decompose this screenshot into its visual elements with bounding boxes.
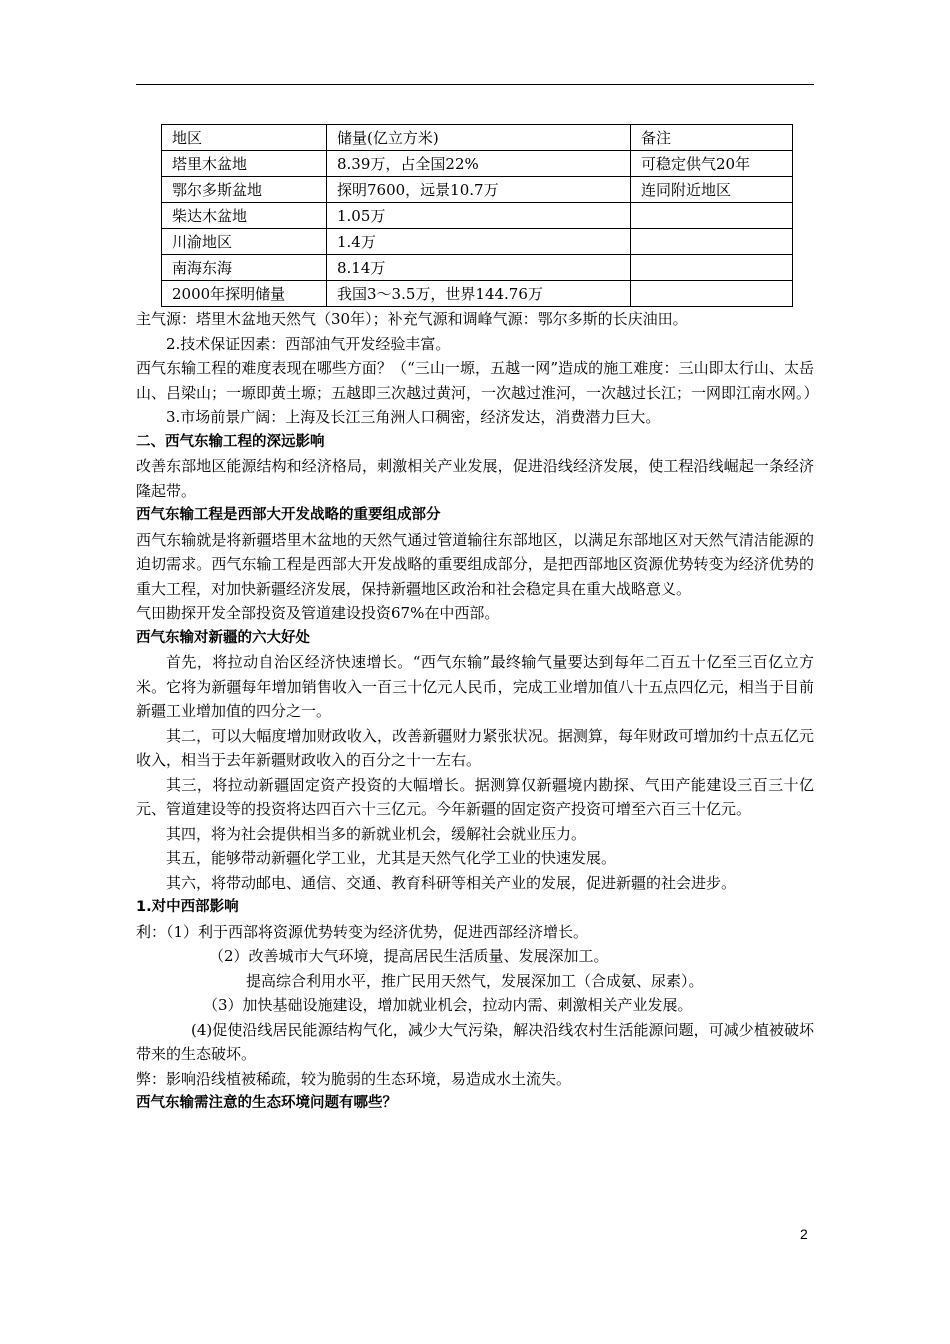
- table-row: [162, 203, 793, 229]
- table-header-cell: 储量(亿立方米): [327, 125, 631, 151]
- table-cell: 我国3～3.5万，世界144.76万: [327, 281, 631, 307]
- section-heading: 西气东输对新疆的六大好处: [136, 629, 310, 646]
- table-cell: 探明7600，远景10.7万: [327, 177, 631, 203]
- table-cell: 连同附近地区: [631, 177, 793, 203]
- table-header-cell: 备注: [631, 125, 793, 151]
- paragraph: 其四，将为社会提供相当多的新就业机会，缓解社会就业压力。: [166, 824, 587, 843]
- table-row: [162, 255, 793, 281]
- paragraph: 其五，能够带动新疆化学工业，尤其是天然气化学工业的快速发展。: [166, 849, 617, 867]
- section-heading: 1.对中西部影响: [136, 899, 239, 915]
- paragraph: 其六，将带动邮电、通信、交通、教育科研等相关产业的发展，促进新疆的社会进步。: [166, 873, 737, 892]
- table-row: [162, 177, 793, 203]
- paragraph: 改善东部地区能源结构和经济格局，刺激相关产业发展，促进沿线经济发展，使工程沿线崛起一条经济隆起带。: [136, 457, 814, 500]
- section-heading: 二、西气东输工程的深远影响: [136, 433, 325, 450]
- table-cell: 1.4万: [327, 229, 631, 255]
- section-heading: 西气东输工程是西部大开发战略的重要组成部分: [136, 507, 441, 523]
- table-cell: [631, 281, 793, 307]
- paragraph: 弊：影响沿线植被稀疏，较为脆弱的生态环境，易造成水土流失。: [136, 1069, 572, 1088]
- paragraph: （2）改善城市大气环境，提高居民生活质量、发展深加工。: [209, 947, 609, 965]
- paragraph: (4)促使沿线居民能源结构气化，减少大气污染，解决沿线农村生活能源问题，可减少植被破坏带来的生态破坏。: [136, 1020, 814, 1063]
- reserves-table: [161, 124, 793, 307]
- paragraph: 首先，将拉动自治区经济快速增长。“西气东输”最终输气量要达到每年二百五十亿至三百亿立方米。它将为新疆每年增加销售收入一百三十亿元人民币，完成工业增加值八十五点四亿元，相当于目前新疆工业增加值的四分之一。: [136, 653, 814, 720]
- paragraph: 主气源：塔里木盆地天然气（30年）；补充气源和调峰气源：鄂尔多斯的长庆油田。: [136, 310, 688, 328]
- paragraph: 利：（1）利于西部将资源优势转变为经济优势，促进西部经济增长。: [136, 922, 589, 941]
- table-cell: 8.39万，占全国22%: [327, 151, 631, 177]
- table-cell: 鄂尔多斯盆地: [162, 177, 327, 203]
- paragraph: 西气东输就是将新疆塔里木盆地的天然气通过管道输往东部地区，以满足东部地区对天然气清洁能源的迫切需求。西气东输工程是西部大开发战略的重要组成部分，是把西部地区资源优势转变为经济优势的重大工程，对加快新疆经济发展，保持新疆地区政治和社会稳定具在重大战略意义。: [136, 530, 814, 598]
- paragraph: 提高综合利用水平，推广民用天然气，发展深加工（合成氨、尿素）。: [246, 971, 704, 990]
- table-cell: 2000年探明储量: [162, 281, 327, 307]
- header-rule: [136, 84, 814, 85]
- table-cell: 1.05万: [327, 203, 631, 229]
- section-heading: 西气东输需注意的生态环境问题有哪些？: [136, 1095, 397, 1111]
- paragraph: 西气东输工程的难度表现在哪些方面？（“三山一塬，五越一网”造成的施工难度：三山即太行山、太岳山、吕梁山；一塬即黄土塬；五越即三次越过黄河，一次越过淮河，一次越过长江；一网即江南水网。）: [136, 359, 819, 402]
- table-cell: 塔里木盆地: [162, 151, 327, 177]
- table-cell: [631, 229, 793, 255]
- table-row: [162, 281, 793, 307]
- paragraph: 其三，将拉动新疆固定资产投资的大幅增长。据测算仅新疆境内勘探、气田产能建设三百三十亿元、管道建设等的投资将达四百六十三亿元。今年新疆的固定资产投资可增至六百三十亿元。: [136, 775, 814, 818]
- paragraph: 气田勘探开发全部投资及管道建设投资67%在中西部。: [136, 604, 500, 622]
- paragraph: 2.技术保证因素：西部油气开发经验丰富。: [166, 334, 451, 353]
- table-cell: 南海东海: [162, 255, 327, 281]
- table-cell: 可稳定供气20年: [631, 151, 793, 177]
- document-body: [136, 124, 819, 1116]
- page-number: 2: [800, 1226, 808, 1242]
- table-header-row: [162, 125, 793, 151]
- table-cell: 柴达木盆地: [162, 203, 327, 229]
- table-row: [162, 151, 793, 177]
- paragraph: 其二，可以大幅度增加财政收入，改善新疆财力紧张状况。据测算，每年财政可增加约十点五亿元收入，相当于去年新疆财政收入的百分之十一左右。: [136, 726, 814, 769]
- table-cell: 8.14万: [327, 255, 631, 281]
- table-cell: 川渝地区: [162, 229, 327, 255]
- table-row: [162, 229, 793, 255]
- table-header-cell: 地区: [162, 125, 327, 151]
- table-cell: [631, 203, 793, 229]
- table-cell: [631, 255, 793, 281]
- paragraph: （3）加快基础设施建设，增加就业机会，拉动内需、刺激相关产业发展。: [203, 996, 693, 1014]
- paragraph: 3.市场前景广阔：上海及长江三角洲人口稠密，经济发达，消费潜力巨大。: [166, 408, 661, 426]
